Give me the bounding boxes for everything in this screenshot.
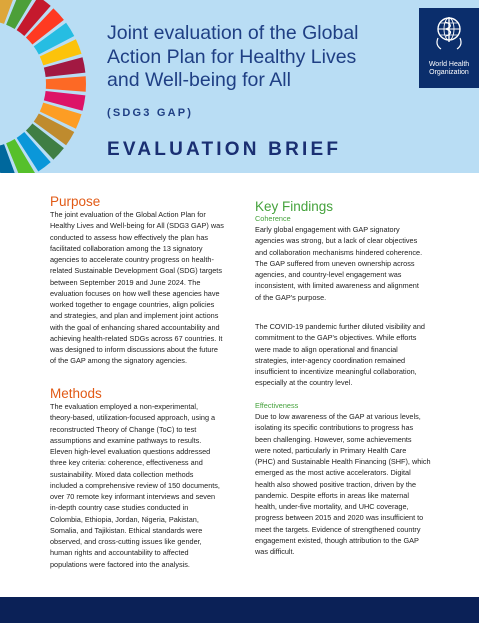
coherence-line: The GAP suffered from uneven ownership across xyxy=(255,258,415,268)
coherence-line: insufficient to incentivize meaningful collaboration, xyxy=(255,367,417,376)
methods-line: observed, and cross-cutting issues like gender, xyxy=(50,537,202,546)
title-line: and Well-being for All xyxy=(107,69,291,91)
effectiveness-line: progress between 2015 and 2020 was insufficient to xyxy=(255,513,424,523)
purpose-line: worked together to engage countries, align policies xyxy=(50,300,215,309)
who-emblem-icon xyxy=(434,14,464,58)
purpose-line: and strategies, and plan and implement joint actions xyxy=(50,311,219,321)
effectiveness-line: health also showed positive traction, driven by the xyxy=(255,479,417,489)
coherence-line: of the GAP's purpose. xyxy=(255,292,327,302)
coherence-subheading: Coherence xyxy=(255,214,291,223)
who-name xyxy=(421,61,477,77)
purpose-line: Healthy Lives and Well-being for All (SDG3 GAP) was xyxy=(50,221,224,231)
coherence-line: commitment to the GAP's objectives. While efforts xyxy=(255,333,417,343)
purpose-paragraph xyxy=(50,209,238,367)
coherence-line: inconsistent, with limited awareness and alignment xyxy=(255,281,419,291)
methods-line: Somalia, and Tajikistan. Ethical standards were xyxy=(50,525,203,535)
methods-line: populations were factored into the analysis. xyxy=(50,559,190,569)
effectiveness-line: were noted, particularly in Primary Health Care xyxy=(255,445,407,455)
key-findings-section xyxy=(255,199,445,303)
purpose-heading: Purpose xyxy=(50,194,101,209)
purpose-line: The joint evaluation of the Global Action Plan for xyxy=(50,210,206,219)
coherence-paragraph-1 xyxy=(255,224,445,303)
methods-line: over 70 remote key informant interviews and seven xyxy=(50,492,216,501)
coherence-line: especially at the country level. xyxy=(255,378,353,388)
who-name-line: World Health xyxy=(428,61,470,68)
methods-line: three key criteria: coherence, effectiveness and xyxy=(50,458,203,468)
methods-line: Colombia, Ethiopia, Jordan, Nigeria, Pakistan, xyxy=(50,514,199,524)
title-line: Joint evaluation of the Global xyxy=(107,22,359,44)
key-findings-heading: Key Findings xyxy=(255,199,334,214)
coherence-line: agencies was strong, but a lack of clear objectives xyxy=(255,236,418,246)
purpose-line: evaluation focuses on how well these agencies have xyxy=(50,288,220,298)
effectiveness-subheading: Effectiveness xyxy=(255,401,299,410)
effectiveness-line: been challenging. However, some achievements xyxy=(255,434,412,444)
coherence-line: agencies, and country-level engagement was xyxy=(255,270,402,279)
sdg-wheel-segment xyxy=(46,76,86,92)
purpose-line: of the GAP among the signatory agencies. xyxy=(50,356,187,366)
purpose-line: facilitated collaboration among the 13 signatory xyxy=(50,243,203,253)
purpose-line: achieving health-related SDGs across 67 countries. It xyxy=(50,333,223,343)
coherence-continued xyxy=(255,321,445,389)
coherence-line: Early global engagement with GAP signatory xyxy=(255,225,400,234)
report-title xyxy=(107,22,397,93)
purpose-line: related Sustainable Development Goal (SDG) targets xyxy=(50,266,222,276)
methods-line: human rights and accountability to affected xyxy=(50,548,189,558)
purpose-line: with the goal of enhancing shared accountability and xyxy=(50,322,220,332)
coherence-line: and collaboration mechanisms hindered coherence. xyxy=(255,247,423,257)
purpose-line: agencies to accelerate country progress on health- xyxy=(50,255,214,264)
methods-line: reconstructed Theory of Change (ToC) to test xyxy=(50,424,197,434)
footer-band xyxy=(0,597,479,623)
effectiveness-line: health, under-five mortality, and UHC coverage, xyxy=(255,502,409,511)
effectiveness-paragraph xyxy=(255,411,445,557)
methods-line: theory-based, utilization-focused approach, using a xyxy=(50,413,216,423)
purpose-line: conducted to assess how effectively the plan has xyxy=(50,232,209,242)
coherence-line: strategies, inter-agency coordination remained xyxy=(255,355,406,365)
who-name-line: Organization xyxy=(429,69,469,76)
effectiveness-line: (PHC) and Sustainable Health Financing (SHF), which xyxy=(255,457,431,466)
methods-line: included a comprehensive review of 150 documents, xyxy=(50,480,220,490)
effectiveness-line: engagement existed, though attribution to the GAP xyxy=(255,535,419,545)
effectiveness-line: meet the targets. Evidence of strengthened country xyxy=(255,524,421,534)
methods-line: Eleven high-level evaluation questions addressed xyxy=(50,447,211,456)
report-subtitle: (SDG3 GAP) xyxy=(107,107,194,119)
methods-line: in-depth country case studies conducted in xyxy=(50,503,189,513)
effectiveness-line: pandemic. Despite efforts in areas like maternal xyxy=(255,490,409,500)
title-line: Action Plan for Healthy Lives xyxy=(107,45,357,68)
header-banner xyxy=(0,0,479,173)
effectiveness-line: emerged as the most active accelerators. Digital xyxy=(255,468,411,478)
coherence-paragraph-2 xyxy=(255,321,445,389)
purpose-section xyxy=(50,194,238,367)
sdg-color-wheel xyxy=(0,0,110,173)
methods-line: The evaluation employed a non-experimental, xyxy=(50,402,199,411)
evaluation-brief-label: EVALUATION BRIEF xyxy=(107,139,342,160)
who-logo xyxy=(419,8,479,88)
methods-heading: Methods xyxy=(50,386,102,401)
purpose-line: between September 2019 and June 2024. The xyxy=(50,277,201,287)
methods-section xyxy=(50,386,238,570)
effectiveness-section xyxy=(255,401,445,557)
effectiveness-line: was difficult. xyxy=(255,547,295,556)
effectiveness-line: Due to low awareness of the GAP at various levels, xyxy=(255,412,421,421)
coherence-line: were made to align operational and financial xyxy=(255,344,398,354)
methods-line: assumptions and examine pathways to results. xyxy=(50,435,202,445)
effectiveness-line: isolating its specific contributions to progress has xyxy=(255,423,414,433)
methods-line: sustainability. Mixed data collection methods xyxy=(50,469,194,479)
coherence-line: The COVID-19 pandemic further diluted visibility and xyxy=(255,322,425,331)
purpose-line: was designed to inform discussions about the future xyxy=(50,345,218,354)
methods-paragraph xyxy=(50,401,238,570)
